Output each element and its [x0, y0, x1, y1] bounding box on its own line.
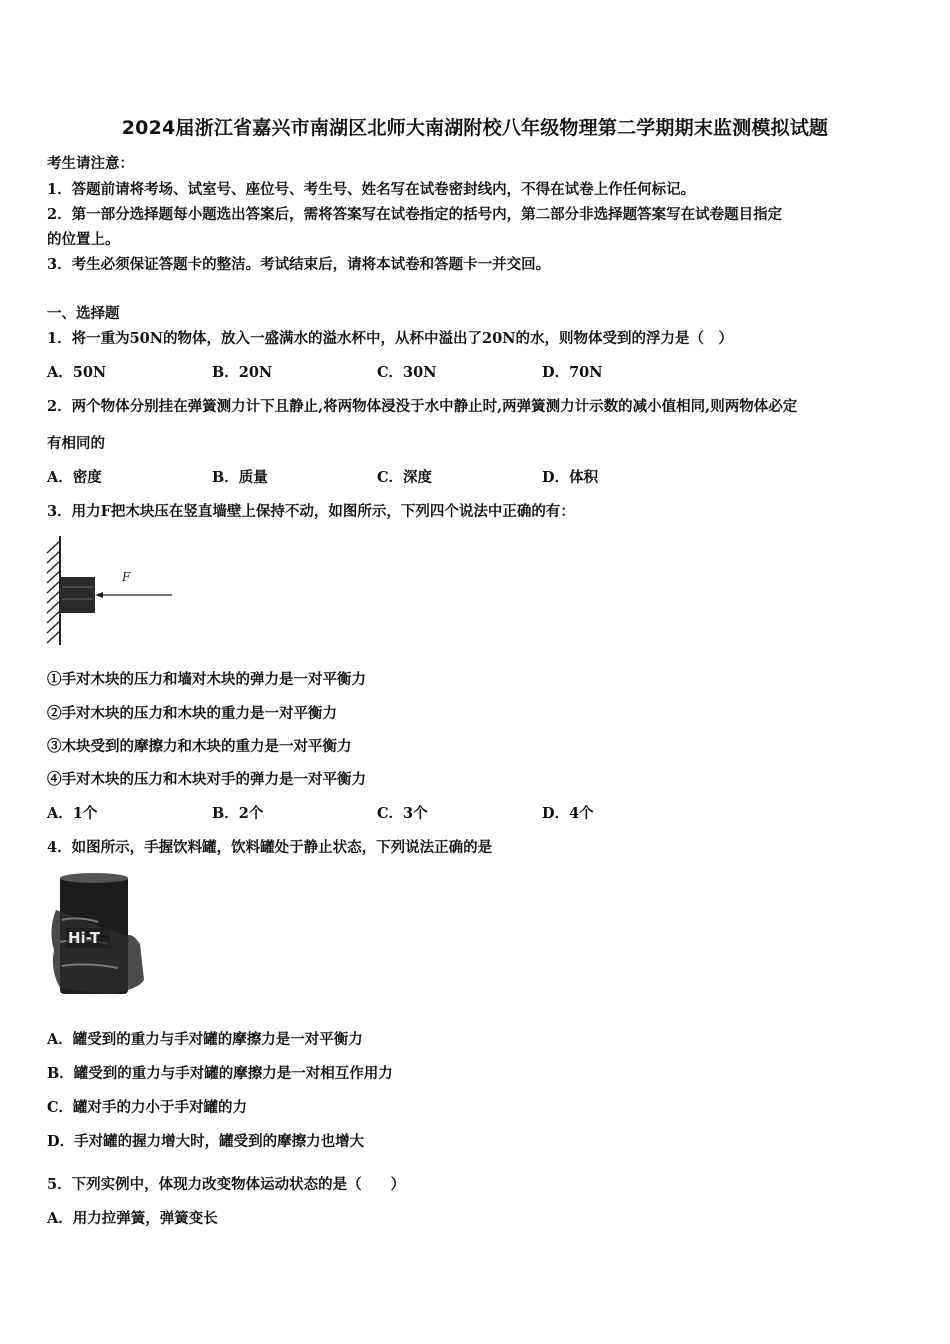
- q2-option-d: D．体积: [542, 469, 599, 486]
- force-label: F: [122, 570, 131, 584]
- hand-can-figure: [48, 870, 148, 1000]
- notice-item-2-cont: 的位置上。: [47, 231, 120, 248]
- notice-heading: 考生请注意：: [47, 155, 134, 172]
- question-2-stem-cont: 有相同的: [47, 435, 105, 452]
- question-5-stem: 5．下列实例中，体现力改变物体运动状态的是（ ）: [47, 1176, 406, 1193]
- question-1-stem: 1．将一重为50N的物体，放入一盛满水的溢水杯中，从杯中溢出了20N的水，则物体受到的浮力是（ ）: [47, 330, 733, 347]
- q5-option-a: A．用力拉弹簧，弹簧变长: [47, 1210, 218, 1227]
- q3-option-a: A．1个: [47, 805, 98, 822]
- q3-statement-2: ②手对木块的压力和木块的重力是一对平衡力: [47, 705, 337, 722]
- question-4-stem: 4．如图所示，手握饮料罐，饮料罐处于静止状态，下列说法正确的是: [47, 839, 493, 856]
- wooden-block: [60, 577, 95, 613]
- q1-option-c: C．30N: [377, 364, 437, 381]
- q4-option-c: C．罐对手的力小于手对罐的力: [47, 1099, 248, 1116]
- notice-item-1: 1．答题前请将考场、试室号、座位号、考生号、姓名写在试卷密封线内，不得在试卷上作任何标记。: [47, 181, 696, 198]
- wall-block-figure: [40, 533, 180, 648]
- q4-option-d: D．手对罐的握力增大时，罐受到的摩擦力也增大: [47, 1133, 365, 1150]
- q1-option-b: B．20N: [212, 364, 273, 381]
- wall-hatching: [47, 541, 60, 643]
- question-3-stem: 3．用力F把木块压在竖直墙壁上保持不动，如图所示，下列四个说法中正确的有：: [47, 503, 575, 520]
- arrow-head: [95, 592, 103, 598]
- q3-statement-1: ①手对木块的压力和墙对木块的弹力是一对平衡力: [47, 671, 366, 688]
- q4-option-b: B．罐受到的重力与手对罐的摩擦力是一对相互作用力: [47, 1065, 393, 1082]
- q4-option-a: A．罐受到的重力与手对罐的摩擦力是一对平衡力: [47, 1031, 363, 1048]
- can-label: Hi-T: [68, 929, 100, 947]
- q3-statement-4: ④手对木块的压力和木块对手的弹力是一对平衡力: [47, 771, 366, 788]
- exam-title: 2024届浙江省嘉兴市南湖区北师大南湖附校八年级物理第二学期期末监测模拟试题: [121, 117, 829, 139]
- q3-option-c: C．3个: [377, 805, 428, 822]
- section-heading: 一、选择题: [47, 305, 120, 322]
- q1-option-a: A．50N: [47, 364, 107, 381]
- notice-item-2: 2．第一部分选择题每小题选出答案后，需将答案写在试卷指定的括号内，第二部分非选择题答案写在试卷题目指定: [47, 206, 783, 223]
- q1-option-d: D．70N: [542, 364, 603, 381]
- q2-option-a: A．密度: [47, 469, 102, 486]
- question-2-stem: 2．两个物体分别挂在弹簧测力计下且静止,将两物体浸没于水中静止时,两弹簧测力计示数的减小值相同,则两物体必定: [47, 398, 798, 415]
- q2-option-b: B．质量: [212, 469, 268, 486]
- q2-option-c: C．深度: [377, 469, 433, 486]
- q3-statement-3: ③木块受到的摩擦力和木块的重力是一对平衡力: [47, 738, 352, 755]
- notice-item-3: 3．考生必须保证答题卡的整洁。考试结束后，请将本试卷和答题卡一并交回。: [47, 256, 551, 273]
- q3-option-b: B．2个: [212, 805, 264, 822]
- q3-option-d: D．4个: [542, 805, 594, 822]
